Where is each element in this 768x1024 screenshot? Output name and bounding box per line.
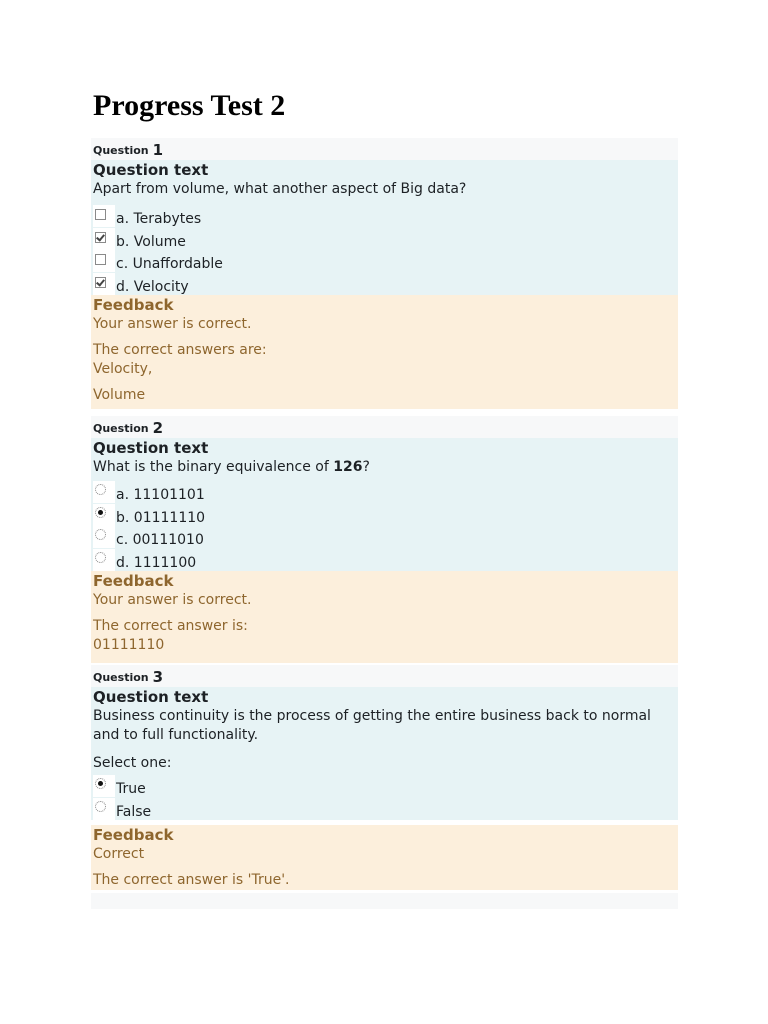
answer-option-c[interactable] [93,250,676,273]
option-label: a. Terabytes [116,211,202,227]
question-text: Business continuity is the process of getting the entire business back to normal and to full functionality. [93,708,651,743]
answer-option-a[interactable] [93,205,676,228]
option-label: c. Unaffordable [116,256,223,272]
option-label: True [116,781,146,797]
feedback-answer: 01111110 [93,637,165,653]
question-2 [91,416,678,663]
feedback-panel [91,295,678,409]
question-text-heading: Question text [93,688,209,706]
question-label: Question [93,671,149,684]
answer-option-b[interactable] [93,228,676,251]
checkbox-checked-icon [95,277,106,288]
answer-option-false[interactable] [93,798,676,821]
select-one-prompt: Select one: [93,755,172,771]
feedback-heading: Feedback [93,296,174,314]
feedback-heading: Feedback [93,826,174,844]
question-content [91,160,678,295]
option-label: d. Velocity [116,278,189,295]
page-title: Progress Test 2 [93,89,286,122]
question-number: 3 [152,668,164,686]
question-text-heading: Question text [93,161,209,179]
radio-true[interactable] [93,775,115,797]
answer-option-a[interactable] [93,481,676,504]
checkbox-b[interactable] [93,228,115,250]
feedback-answer: The correct answer is 'True'. [93,872,290,888]
feedback-result: Your answer is correct. [93,592,252,608]
option-label: b. Volume [116,233,186,250]
checkbox-unchecked-icon [95,254,106,265]
radio-unselected-icon [95,484,106,495]
answer-option-b[interactable] [93,504,676,527]
question-number: 1 [152,141,164,159]
checkbox-checked-icon [95,232,106,243]
radio-unselected-icon [95,529,106,540]
feedback-result: Correct [93,846,145,862]
radio-selected-icon [95,507,106,518]
question-3 [91,665,678,890]
feedback-panel [91,571,678,663]
question-number-header [91,665,678,687]
feedback-panel [91,825,678,890]
radio-d[interactable] [93,549,115,571]
question-text: What is the binary equivalence of 126? [93,459,370,475]
checkbox-c[interactable] [93,250,115,272]
radio-b[interactable] [93,504,115,526]
question-content [91,687,678,820]
checkbox-d[interactable] [93,273,115,295]
feedback-result: Your answer is correct. [93,316,252,332]
feedback-answer: Velocity, [93,361,153,377]
footer-bar [91,893,678,909]
question-content [91,438,678,571]
feedback-answer-intro: The correct answer is: [93,618,248,634]
question-text: Apart from volume, what another aspect of Big data? [93,181,467,197]
answer-option-true[interactable] [93,775,676,798]
radio-c[interactable] [93,526,115,548]
option-label: d. 1111100 [116,554,197,571]
question-1 [91,138,678,409]
checkbox-a[interactable] [93,205,115,227]
radio-a[interactable] [93,481,115,503]
option-label: b. 01111110 [116,509,206,526]
option-label: False [116,803,152,820]
feedback-answer: Volume [93,387,146,403]
option-label: c. 00111010 [116,532,204,548]
radio-unselected-icon [95,552,106,563]
question-number: 2 [152,419,164,437]
feedback-answer-intro: The correct answers are: [93,342,267,358]
checkbox-unchecked-icon [95,209,106,220]
radio-false[interactable] [93,798,115,820]
feedback-heading: Feedback [93,572,174,590]
question-number-header [91,416,678,438]
answer-option-d[interactable] [93,273,676,296]
radio-selected-icon [95,778,106,789]
answer-option-c[interactable] [93,526,676,549]
answer-option-d[interactable] [93,549,676,572]
question-text-heading: Question text [93,439,209,457]
question-number-header [91,138,678,160]
option-label: a. 11101101 [116,487,205,503]
radio-unselected-icon [95,801,106,812]
question-label: Question [93,422,149,435]
question-label: Question [93,144,149,157]
